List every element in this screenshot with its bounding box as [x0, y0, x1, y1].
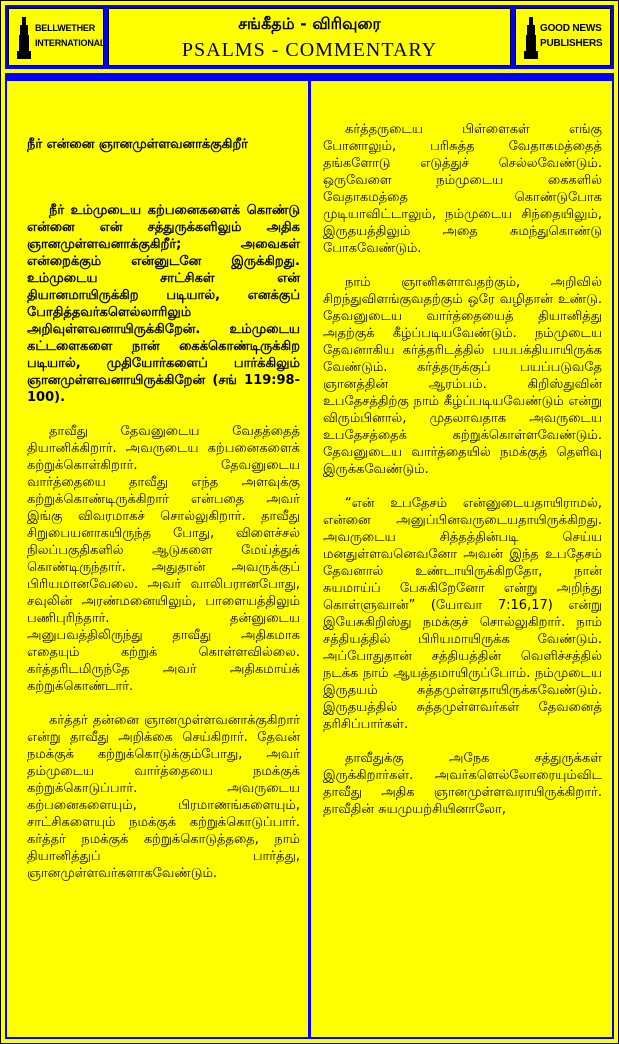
left-column [7, 81, 308, 1037]
left-logo-line2: INTERNATIONAL [35, 38, 106, 48]
paragraph: தாவீதுக்கு அநேக சத்துருக்கள் இருக்கிறார்கள். அவர்களெல்லோரையும்விட தாவீது அதிக ஞானமுள்ளவராயிருக்கிறார். தாவீதின் சுயமுயற்சியினாலோ, [323, 751, 602, 817]
section-heading: நீர் என்னை ஞானமுள்ளவனாக்குகிறீர் [27, 137, 248, 152]
body-frame [5, 73, 614, 1039]
left-logo-line1: BELLWETHER [35, 23, 95, 33]
scripture-quote: நீர் உம்முடைய கற்பனைகளைக் கொண்டு என்னை என் சத்துருக்களிலும் அதிக ஞானமுள்ளவனாக்குகிறீர்; அவைகள் என்றைக்கும் என்னுடனே இருக்கிறது. உம்முடைய சாட்சிகள் என் தியானமாயிருக்கிற படியால், எனக்குப் போதித்தவர்களெல்லாரிலும் அறிவுள்ளவனாயிருக்கிறேன். உம்முடைய கட்டளைகளை நான் கைக்கொண்டிருக்கிற படியால், முதியோர்களைப் பார்க்கிலும் ஞானமுள்ளவனாயிருக்கிறேன் (சங் 119:98-100). [27, 203, 300, 405]
right-logo-line1: GOOD NEWS [540, 23, 602, 34]
title-box [108, 8, 511, 66]
right-logo-line2: PUBLISHERS [540, 38, 603, 49]
good-news-logo [515, 8, 611, 66]
tower-icon [17, 17, 31, 59]
paragraph: கர்த்தருடைய பிள்ளைகள் எங்கு போனாலும், பரிசுத்த வேதாகமத்தைத் தங்களோடு எடுத்துச் செல்லவேண்டும். ஒருவேளை நம்முடைய கைகளில் வேதாகமத்தை கொண்டுபோக முடியாவிட்டாலும், நம்முடைய சிந்தையிலும், இருதயத்திலும் அதை சுமந்துகொண்டு போகவேண்டும். [323, 122, 602, 256]
right-column [311, 81, 612, 1037]
page-title-tamil: சங்கீதம் - விரிவுரை [238, 14, 381, 33]
paragraph: கர்த்தர் தன்னை ஞானமுள்ளவனாக்குகிறார் என்று தாவீது அறிக்கை செய்கிறார். தேவன் நமக்குக் கற்றுக்கொடுக்கும்போது, அவர் தம்முடைய வார்த்தையை நமக்குக் கற்றுக்கொடுப்பார். அவருடைய கற்பனைகளையும், பிரமாணங்களையும், சாட்சிகளையும் நமக்குக் கற்றுக்கொடுப்பார். கர்த்தர் நமக்குக் கற்றுக்கொடுத்ததை, நாம் தியானித்துப் பார்த்து, ஞானமுள்ளவர்களாகவேண்டும். [27, 713, 300, 881]
paragraph: “என் உபதேசம் என்னுடையதாயிராமல், என்னை அனுப்பினவருடையதாயிருக்கிறது. அவருடைய சித்தத்தின்படி செய்ய மனதுள்ளவனெவனோ அவன் இந்த உபதேசம் தேவனால் உண்டாயிருக்கிறதோ, நான் சுயமாய்ப் பேசுகிறேனோ என்று அறிந்து கொள்ளுவான்” (யோவா 7:16,17) என்று இயேசுகிறிஸ்து நமக்குச் சொல்லுகிறார். நாம் சத்தியத்தில் பிரியமாயிருக்க வேண்டும். அப்போதுதான் சத்தியத்தின் வெளிச்சத்தில் நடக்க நாம் ஆயத்தமாயிருப்போம். நம்முடைய இருதயம் சுத்தமுள்ளதாயிருக்கவேண்டும். இருதயத்தில் சுத்தமுள்ளவர்கள் தேவனைத் தரிசிப்பார்கள். [323, 496, 602, 732]
bellwether-logo [8, 8, 104, 66]
page-title-english: PSALMS - COMMENTARY [181, 39, 438, 61]
paragraph: நாம் ஞானிகளாவதற்கும், அறிவில் சிறந்துவிளங்குவதற்கும் ஒரே வழிதான் உண்டு. தேவனுடைய வார்த்தையைத் தியானித்து அதற்குக் கீழ்ப்படியவேண்டும். நம்முடைய தேவனாகிய கர்த்தரிடத்தில் பயபக்தியாயிருக்க வேண்டும். கர்த்தருக்குப் பயப்படுவதே ஞானத்தின் ஆரம்பம். கிறிஸ்துவின் உபதேசத்திற்கு நாம் கீழ்ப்படியவேண்டும் என்று விரும்பினால், முதலாவதாக அவருடைய உபதேசத்தைக் கற்றுக்கொள்ளவேண்டும். தேவனுடைய வார்த்தையில் நமக்குத் தெளிவு இருக்கவேண்டும். [323, 275, 602, 477]
header-bar [5, 5, 614, 69]
paragraph: தாவீது தேவனுடைய வேதத்தைத் தியானிக்கிறார். அவருடைய கற்பனைகளைக் கற்றுக்கொள்கிறார். தேவனுடைய வார்த்தையை தாவீது எந்த அளவுக்கு கற்றுக்கொண்டிருக்கிறார் என்பதை அவர் இங்கு விவரமாகச் சொல்லுகிறார். தாவீது சிறுபையனாகயிருந்த போது, விளைச்சல் நிலப்பகுதிகளில் ஆடுகளை மேய்த்துக் கொண்டிருந்தார். அதுதான் அவருக்குப் பிரியமானவேலை. அவர் வாலிபரானபோது, சவுலின் அரண்மனையிலும், பாளையத்திலும் பணிபுரிந்தார். தன்னுடைய அனுபவத்திலிருந்து தாவீது அதிகமாக எதையும் கற்றுக் கொள்ளவில்லை. கர்த்தரிடமிருந்தே அவர் அதிகமாய்க் கற்றுக்கொண்டார். [27, 424, 300, 694]
tower-icon [524, 17, 538, 59]
